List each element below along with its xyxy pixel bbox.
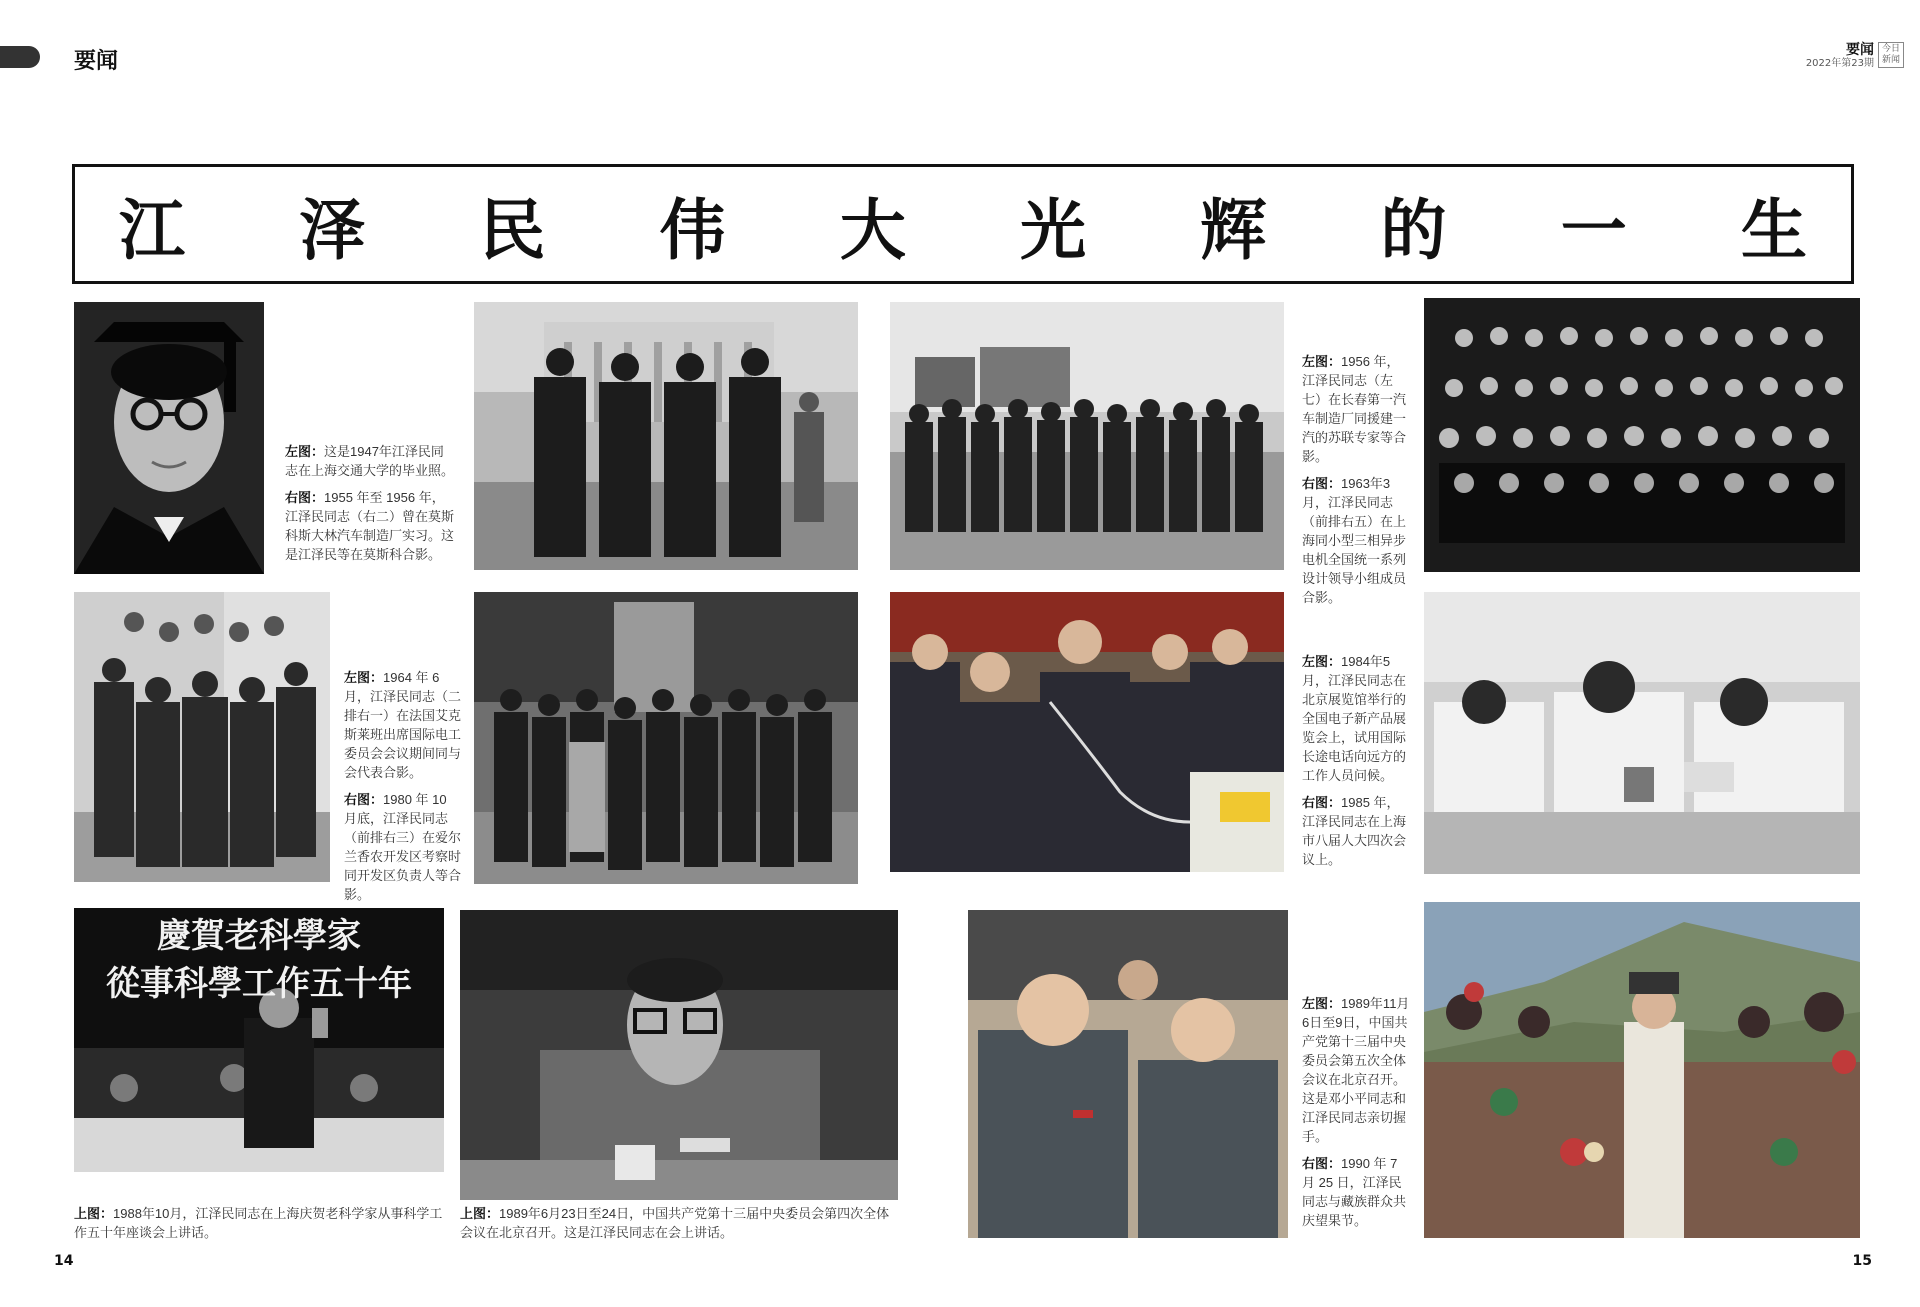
headline-char: 一 bbox=[1560, 191, 1627, 269]
caption-text: 1956 年，江泽民同志（左七）在长春第一汽车制造厂同援建一汽的苏联专家等合影。 bbox=[1302, 354, 1407, 464]
headline-char: 光 bbox=[1020, 191, 1087, 269]
caption-block bbox=[1302, 352, 1410, 615]
photo-moscow-group bbox=[474, 302, 858, 570]
caption-label: 右图： bbox=[285, 490, 325, 505]
caption-text: 1963年3月，江泽民同志（前排右五）在上海同小型三相异步电机全国统一系列设计领导小组成员合影。 bbox=[1302, 476, 1407, 605]
caption-text: 1988年10月，江泽民同志在上海庆贺老科学家从事科学工作五十年座谈会上讲话。 bbox=[74, 1206, 443, 1240]
caption-label: 上图： bbox=[460, 1206, 500, 1221]
headline-char: 泽 bbox=[299, 191, 366, 269]
caption-block bbox=[344, 668, 462, 912]
caption-label: 右图： bbox=[344, 792, 384, 807]
caption-block bbox=[285, 442, 455, 572]
photo-changchun-group bbox=[890, 302, 1284, 570]
headline-char: 辉 bbox=[1200, 191, 1267, 269]
caption-text: 1989年11月6日至9日，中国共产党第十三届中央委员会第五次全体会议在北京召开。这是邓小平同志和江泽民同志亲切握手。 bbox=[1302, 996, 1410, 1144]
page-number-right: 15 bbox=[1852, 1253, 1872, 1269]
photo-fourth-plenum-speech bbox=[460, 910, 898, 1200]
caption-block bbox=[460, 1204, 900, 1250]
headline-char: 生 bbox=[1740, 191, 1807, 269]
photo-tibet-festival bbox=[1424, 902, 1860, 1238]
photo-graduation-portrait bbox=[74, 302, 264, 574]
banner-line: 從事科學工作五十年 bbox=[106, 964, 412, 1004]
caption-text: 这是1947年江泽民同志在上海交通大学的毕业照。 bbox=[285, 444, 455, 478]
photo-peoples-congress bbox=[1424, 592, 1860, 874]
photo-phone-call bbox=[890, 592, 1284, 872]
headline-char: 民 bbox=[479, 191, 546, 269]
caption-label: 右图： bbox=[1302, 476, 1342, 491]
section-title: 要闻 bbox=[74, 48, 119, 74]
brand-section-title: 要闻 bbox=[1846, 42, 1874, 58]
caption-block bbox=[74, 1204, 444, 1250]
caption-text: 1964 年 6 月，江泽民同志（二排右一）在法国艾克斯莱班出席国际电工委员会会议期间同与会代表合影。 bbox=[344, 670, 462, 780]
caption-label: 左图： bbox=[1302, 654, 1342, 669]
caption-label: 左图： bbox=[1302, 354, 1342, 369]
caption-label: 左图： bbox=[344, 670, 384, 685]
caption-block bbox=[1302, 994, 1410, 1238]
caption-text: 1990 年 7 月 25 日，江泽民同志与藏族群众共庆望果节。 bbox=[1302, 1156, 1407, 1228]
headline-char: 江 bbox=[119, 191, 185, 269]
section-tab-marker bbox=[0, 46, 40, 68]
caption-text: 1955 年至 1956 年，江泽民同志（右二）曾在莫斯科斯大林汽车制造厂实习。这是江泽民等在莫斯科合影。 bbox=[285, 490, 455, 562]
caption-text: 1984年5月，江泽民同志在北京展览馆举行的全国电子新产品展览会上，试用国际长途电话向远方的工作人员问候。 bbox=[1302, 654, 1407, 783]
photo-shanghai-design-group bbox=[1424, 298, 1860, 572]
brand-logo: 今日 新闻 bbox=[1878, 42, 1904, 68]
caption-text: 1980 年 10 月底，江泽民同志（前排右三）在爱尔兰香农开发区考察时同开发区负责人等合影。 bbox=[344, 792, 462, 902]
page-number-left: 14 bbox=[54, 1253, 74, 1269]
caption-block bbox=[1302, 652, 1410, 877]
banner-line: 慶賀老科學家 bbox=[157, 916, 361, 956]
page-headline bbox=[72, 164, 1854, 284]
banner-text bbox=[74, 912, 444, 1008]
caption-text: 1985 年，江泽民同志在上海市八届人大四次会议上。 bbox=[1302, 795, 1407, 867]
caption-label: 左图： bbox=[285, 444, 325, 459]
headline-char: 伟 bbox=[659, 191, 726, 269]
headline-char: 大 bbox=[839, 191, 906, 269]
caption-label: 上图： bbox=[74, 1206, 114, 1221]
caption-label: 右图： bbox=[1302, 1156, 1342, 1171]
issue-number: 2022年第23期 bbox=[1805, 58, 1874, 69]
caption-text: 1989年6月23日至24日，中国共产党第十三届中央委员会第四次全体会议在北京召开。这是江泽民同志在会上讲话。 bbox=[460, 1206, 890, 1240]
headline-char: 的 bbox=[1380, 191, 1447, 269]
caption-label: 左图： bbox=[1302, 996, 1342, 1011]
photo-shannon-group bbox=[474, 592, 858, 884]
photo-aix-les-bains-group bbox=[74, 592, 330, 882]
photo-handshake bbox=[968, 910, 1288, 1238]
caption-label: 右图： bbox=[1302, 795, 1342, 810]
brand-block bbox=[1806, 42, 1904, 70]
